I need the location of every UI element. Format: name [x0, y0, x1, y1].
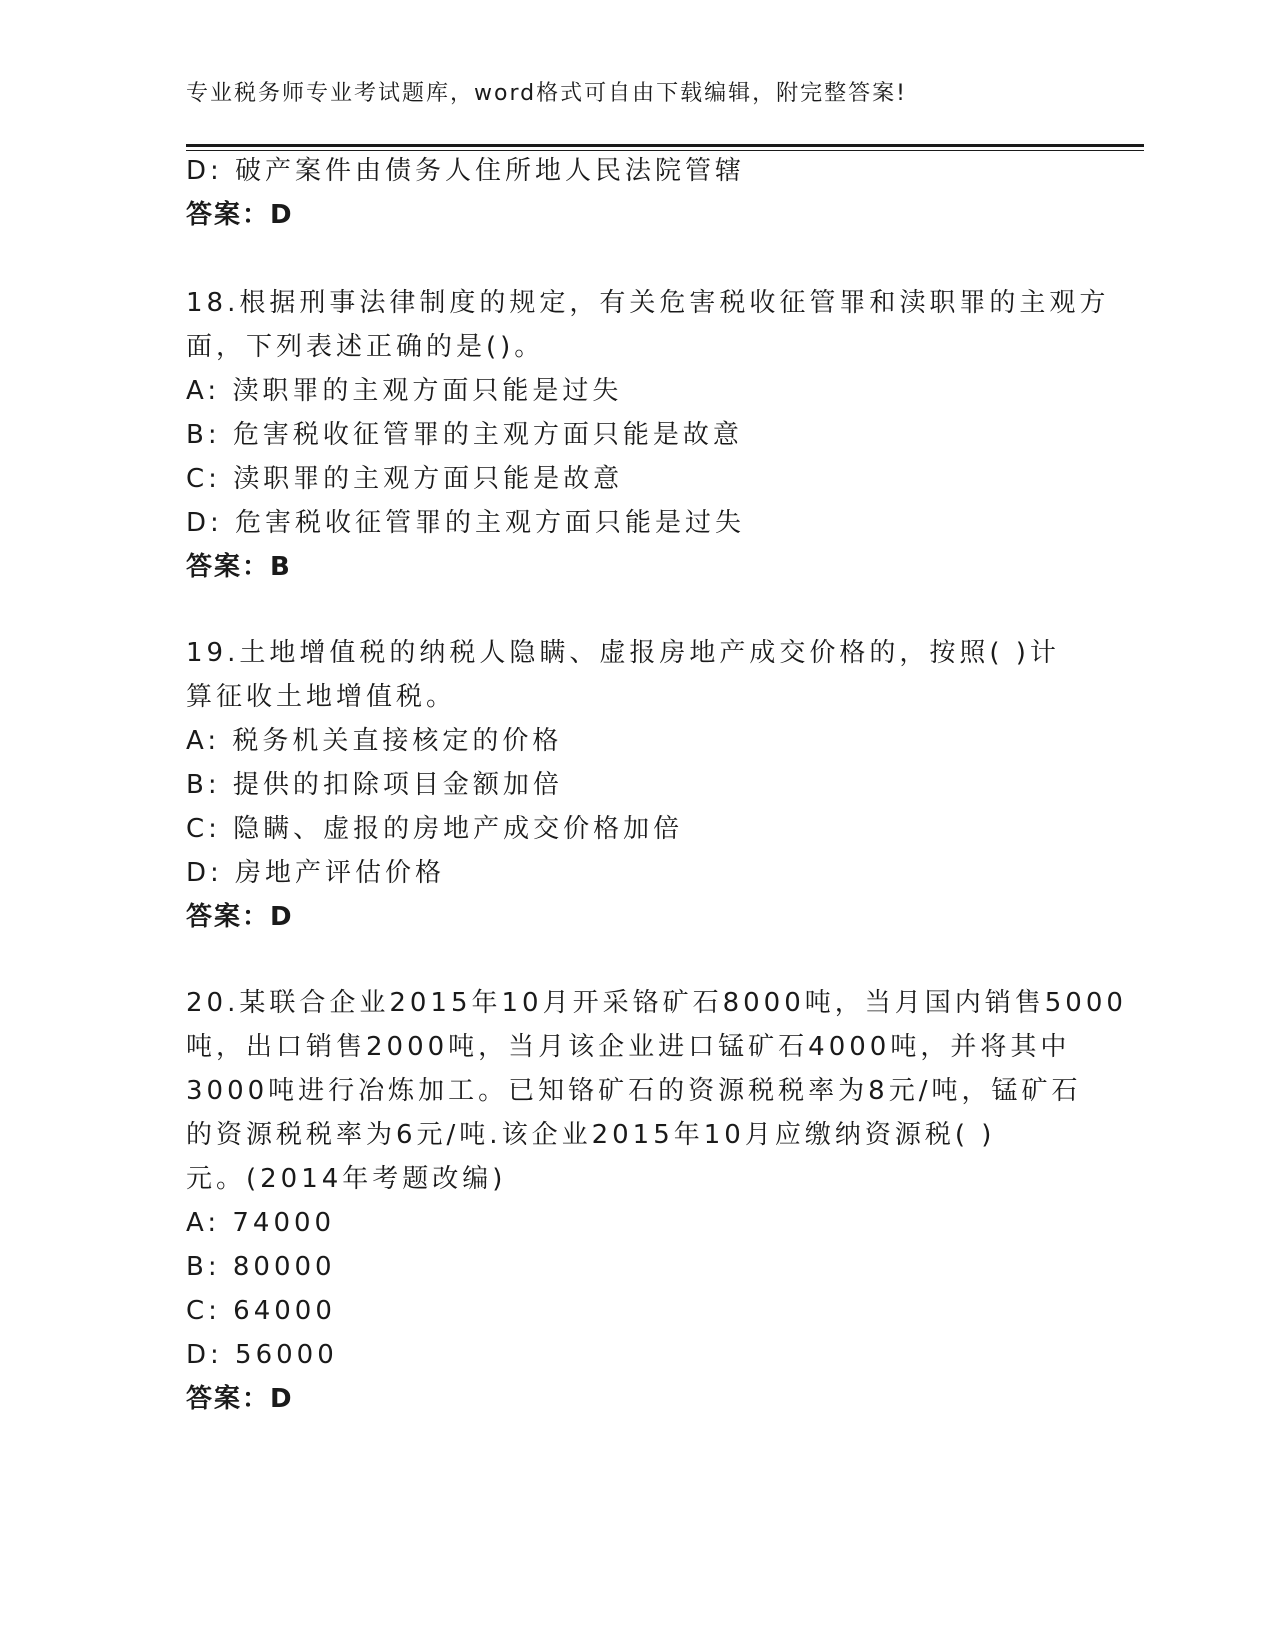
- q18-option-c: C: 渎职罪的主观方面只能是故意: [186, 464, 624, 494]
- q18-stem-line1: 18.根据刑事法律制度的规定，有关危害税收征管罪和渎职罪的主观方: [186, 288, 1110, 318]
- q20-option-c: C: 64000: [186, 1296, 336, 1326]
- q20-option-b: B: 80000: [186, 1252, 336, 1282]
- q20-stem-line3: 3000吨进行冶炼加工。已知铬矿石的资源税税率为8元/吨，锰矿石: [186, 1076, 1082, 1106]
- q19-option-a: A: 税务机关直接核定的价格: [186, 726, 563, 756]
- header-divider-thick: [186, 144, 1144, 147]
- q20-option-d: D: 56000: [186, 1340, 338, 1370]
- q20-stem-line4: 的资源税税率为6元/吨.该企业2015年10月应缴纳资源税( ): [186, 1120, 996, 1150]
- q18-option-b: B: 危害税收征管罪的主观方面只能是故意: [186, 420, 743, 450]
- header-divider-thin: [186, 150, 1144, 151]
- page-header: 专业税务师专业考试题库，word格式可自由下载编辑，附完整答案!: [186, 81, 907, 106]
- q20-stem-line2: 吨，出口销售2000吨，当月该企业进口锰矿石4000吨，并将其中: [186, 1032, 1071, 1062]
- q20-stem-line5: 元。(2014年考题改编): [186, 1164, 507, 1194]
- q17-answer: 答案：D: [186, 200, 294, 230]
- q19-option-c: C: 隐瞒、虚报的房地产成交价格加倍: [186, 814, 684, 844]
- q18-option-a: A: 渎职罪的主观方面只能是过失: [186, 376, 623, 406]
- q18-answer: 答案：B: [186, 552, 292, 582]
- q20-option-a: A: 74000: [186, 1208, 336, 1238]
- q19-option-d: D: 房地产评估价格: [186, 858, 446, 888]
- q18-option-d: D: 危害税收征管罪的主观方面只能是过失: [186, 508, 746, 538]
- q19-answer: 答案：D: [186, 902, 294, 932]
- q18-stem-line2: 面，下列表述正确的是()。: [186, 332, 545, 362]
- q17-option-d: D: 破产案件由债务人住所地人民法院管辖: [186, 156, 746, 186]
- q19-stem-line1: 19.土地增值税的纳税人隐瞒、虚报房地产成交价格的，按照( )计: [186, 638, 1060, 668]
- q19-stem-line2: 算征收土地增值税。: [186, 682, 457, 712]
- q20-stem-line1: 20.某联合企业2015年10月开采铬矿石8000吨，当月国内销售5000: [186, 988, 1127, 1018]
- q20-answer: 答案：D: [186, 1384, 294, 1414]
- q19-option-b: B: 提供的扣除项目金额加倍: [186, 770, 563, 800]
